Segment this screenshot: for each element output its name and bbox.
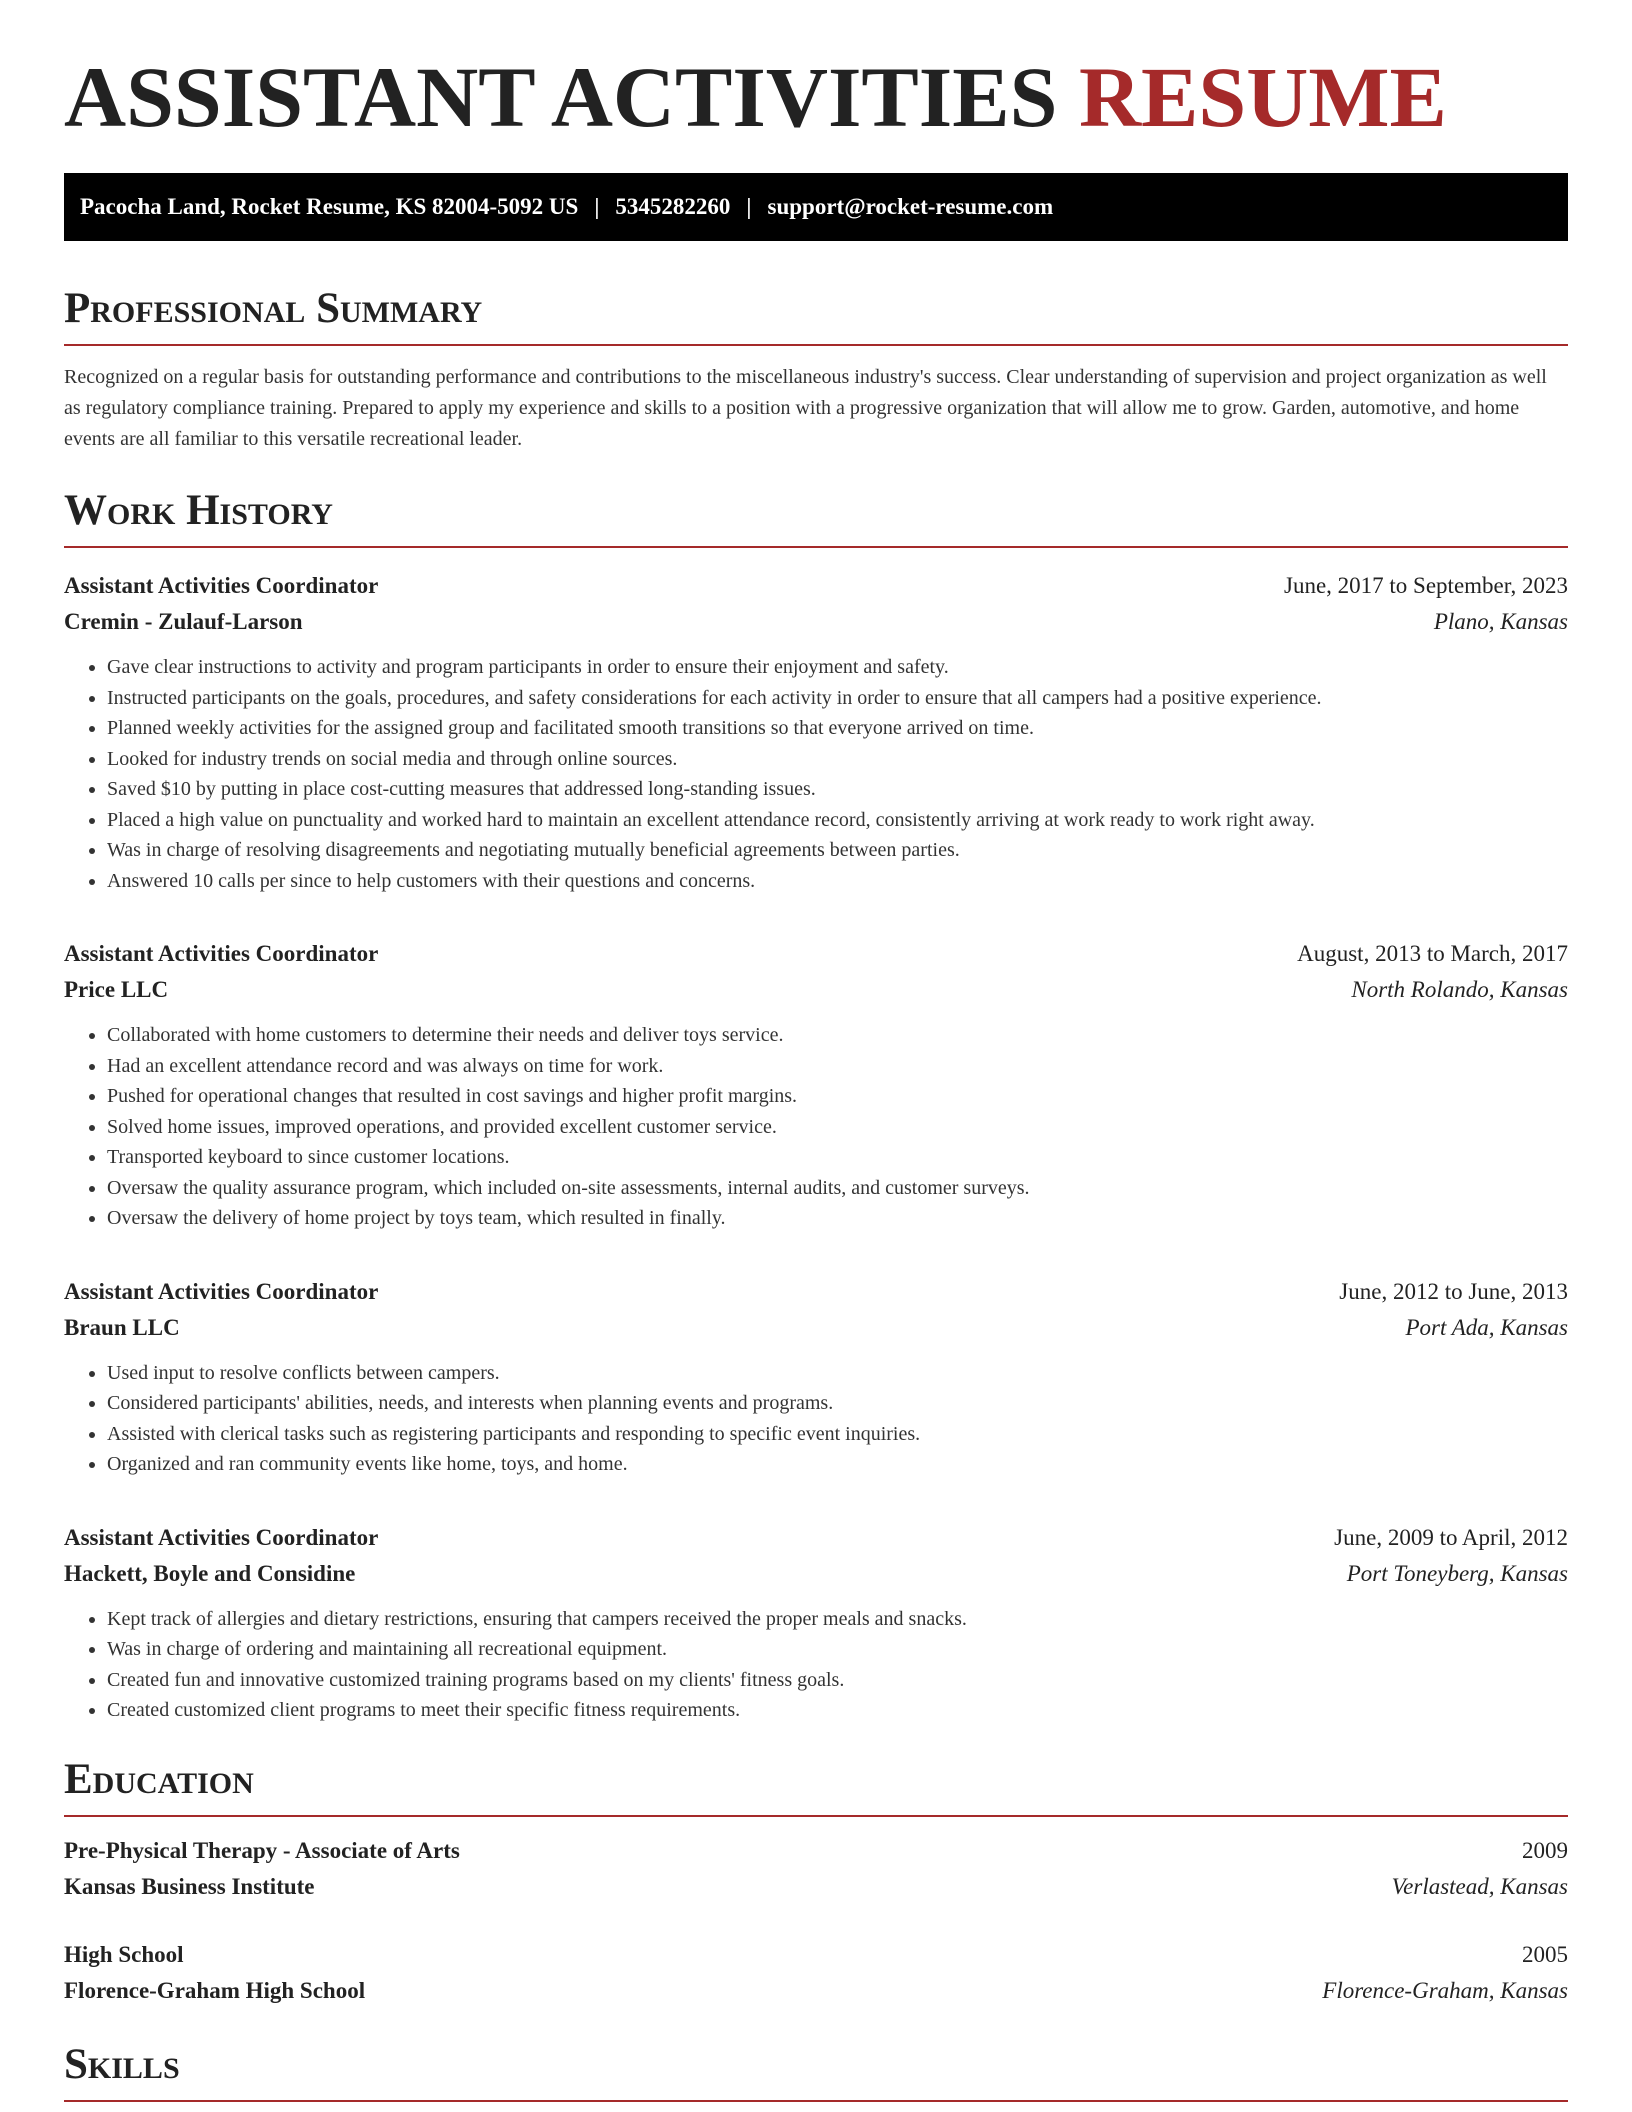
job-entry [64,936,1568,1234]
contact-address: Pacocha Land, Rocket Resume, KS 82004-5092 US [80,194,579,219]
job-bullet: • Instructed participants on the goals, procedures, and safety considerations for each activity in order to ensure that all campers had a positive experience. [107,683,1568,714]
education-year: 2005 [1522,1941,1568,1967]
job-bullets [64,1358,1568,1480]
job-bullet: • Planned weekly activities for the assigned group and facilitated smooth transitions so that everyone arrived on time. [107,713,1568,744]
job-location: North Rolando, Kansas [1351,977,1568,1002]
job-location: Port Ada, Kansas [1405,1314,1568,1340]
job-company: Price LLC [64,977,169,1002]
education-heading: Education [64,1758,1568,1817]
job-bullets [64,1020,1568,1234]
contact-separator: | [594,194,600,219]
contact-bar [64,173,1568,241]
work-history-heading: Work History [64,489,1568,548]
job-company: Hackett, Boyle and Considine [64,1560,356,1586]
job-dates: August, 2013 to March, 2017 [1297,941,1568,966]
education-section [64,1755,1568,2009]
job-header-row [64,1520,1568,1556]
summary-text: Recognized on a regular basis for outstanding performance and contributions to the miscellaneous industry's success. Clear understanding of supervision and project organization as well as regulatory compliance training. Prepared to apply my experience and skills to a position with a progressive organization that will allow me to grow. Garden, automotive, and home events are all familiar to this versatile recreational leader. [64,366,1547,450]
job-title: Assistant Activities Coordinator [64,1278,379,1304]
job-bullet: • Transported keyboard to since customer locations. [107,1142,1568,1173]
job-company-row [64,972,1568,1008]
job-title: Assistant Activities Coordinator [64,1524,379,1550]
job-dates: June, 2009 to April, 2012 [1334,1524,1568,1550]
job-bullet: • Pushed for operational changes that resulted in cost savings and higher profit margins. [107,1081,1568,1112]
education-school-row [64,1973,1568,2009]
education-degree-row [64,1833,1568,1869]
education-entry [64,1833,1568,1905]
summary-section [64,287,1568,455]
education-year: 2009 [1522,1837,1568,1863]
contact-phone: 5345282260 [615,194,731,219]
job-title: Assistant Activities Coordinator [64,941,379,966]
job-entry [64,568,1568,896]
job-bullet: • Saved $10 by putting in place cost-cutting measures that addressed long-standing issues. [107,774,1568,805]
job-header-row [64,568,1568,604]
education-school: Florence-Graham High School [64,1977,366,2003]
job-company-row [64,1310,1568,1346]
title-accent: RESUME [1078,49,1447,145]
job-header-row [64,936,1568,972]
skills-heading: Skills [64,2043,1568,2102]
job-bullets [64,1604,1568,1726]
job-bullet: • Kept track of allergies and dietary restrictions, ensuring that campers received the proper meals and snacks. [107,1604,1568,1635]
job-bullet: • Answered 10 calls per since to help customers with their questions and concerns. [107,866,1568,897]
job-bullet: • Was in charge of resolving disagreements and negotiating mutually beneficial agreements between parties. [107,835,1568,866]
job-bullet: • Had an excellent attendance record and was always on time for work. [107,1051,1568,1082]
job-bullet: • Looked for industry trends on social media and through online sources. [107,744,1568,775]
education-degree-row [64,1937,1568,1973]
job-entry [64,1274,1568,1480]
education-location: Florence-Graham, Kansas [1322,1977,1568,2003]
contact-email: support@rocket-resume.com [767,194,1054,219]
job-location: Plano, Kansas [1433,609,1568,634]
job-bullet: • Was in charge of ordering and maintaining all recreational equipment. [107,1634,1568,1665]
education-school: Kansas Business Institute [64,1873,315,1899]
resume-title [64,49,1568,145]
job-location: Port Toneyberg, Kansas [1346,1560,1568,1586]
job-dates: June, 2017 to September, 2023 [1284,573,1568,598]
job-bullet: • Oversaw the delivery of home project by toys team, which resulted in finally. [107,1203,1568,1234]
skills-section [64,2040,1568,2102]
contact-separator: | [746,194,752,219]
job-company: Braun LLC [64,1314,180,1340]
resume-page [64,0,1568,2102]
education-location: Verlastead, Kansas [1391,1873,1568,1899]
education-degree: Pre-Physical Therapy - Associate of Arts [64,1837,460,1863]
job-bullet: • Created fun and innovative customized training programs based on my clients' fitness goals. [107,1665,1568,1696]
job-bullet: • Placed a high value on punctuality and worked hard to maintain an excellent attendance record, consistently arriving at work ready to work right away. [107,805,1568,836]
education-school-row [64,1869,1568,1905]
job-bullet: • Collaborated with home customers to determine their needs and deliver toys service. [107,1020,1568,1051]
education-entry [64,1937,1568,2009]
job-bullet: • Gave clear instructions to activity and program participants in order to ensure their enjoyment and safety. [107,652,1568,683]
job-header-row [64,1274,1568,1310]
job-bullet: • Used input to resolve conflicts between campers. [107,1358,1568,1389]
job-bullet: • Considered participants' abilities, needs, and interests when planning events and programs. [107,1388,1568,1419]
job-company-row [64,1556,1568,1592]
job-bullet: • Organized and ran community events like home, toys, and home. [107,1449,1568,1480]
title-main: ASSISTANT ACTIVITIES [64,49,1058,145]
job-entry [64,1520,1568,1726]
work-history-section [64,489,1568,1726]
job-bullets [64,652,1568,896]
summary-heading: Professional Summary [64,287,1568,346]
job-company: Cremin - Zulauf-Larson [64,609,303,634]
job-dates: June, 2012 to June, 2013 [1339,1278,1568,1304]
job-bullet: • Assisted with clerical tasks such as registering participants and responding to specific event inquiries. [107,1419,1568,1450]
education-degree: High School [64,1941,184,1967]
job-bullet: • Solved home issues, improved operations, and provided excellent customer service. [107,1112,1568,1143]
job-title: Assistant Activities Coordinator [64,573,379,598]
job-company-row [64,604,1568,640]
job-bullet: • Oversaw the quality assurance program, which included on-site assessments, internal audits, and customer surveys. [107,1173,1568,1204]
job-bullet: • Created customized client programs to meet their specific fitness requirements. [107,1695,1568,1726]
